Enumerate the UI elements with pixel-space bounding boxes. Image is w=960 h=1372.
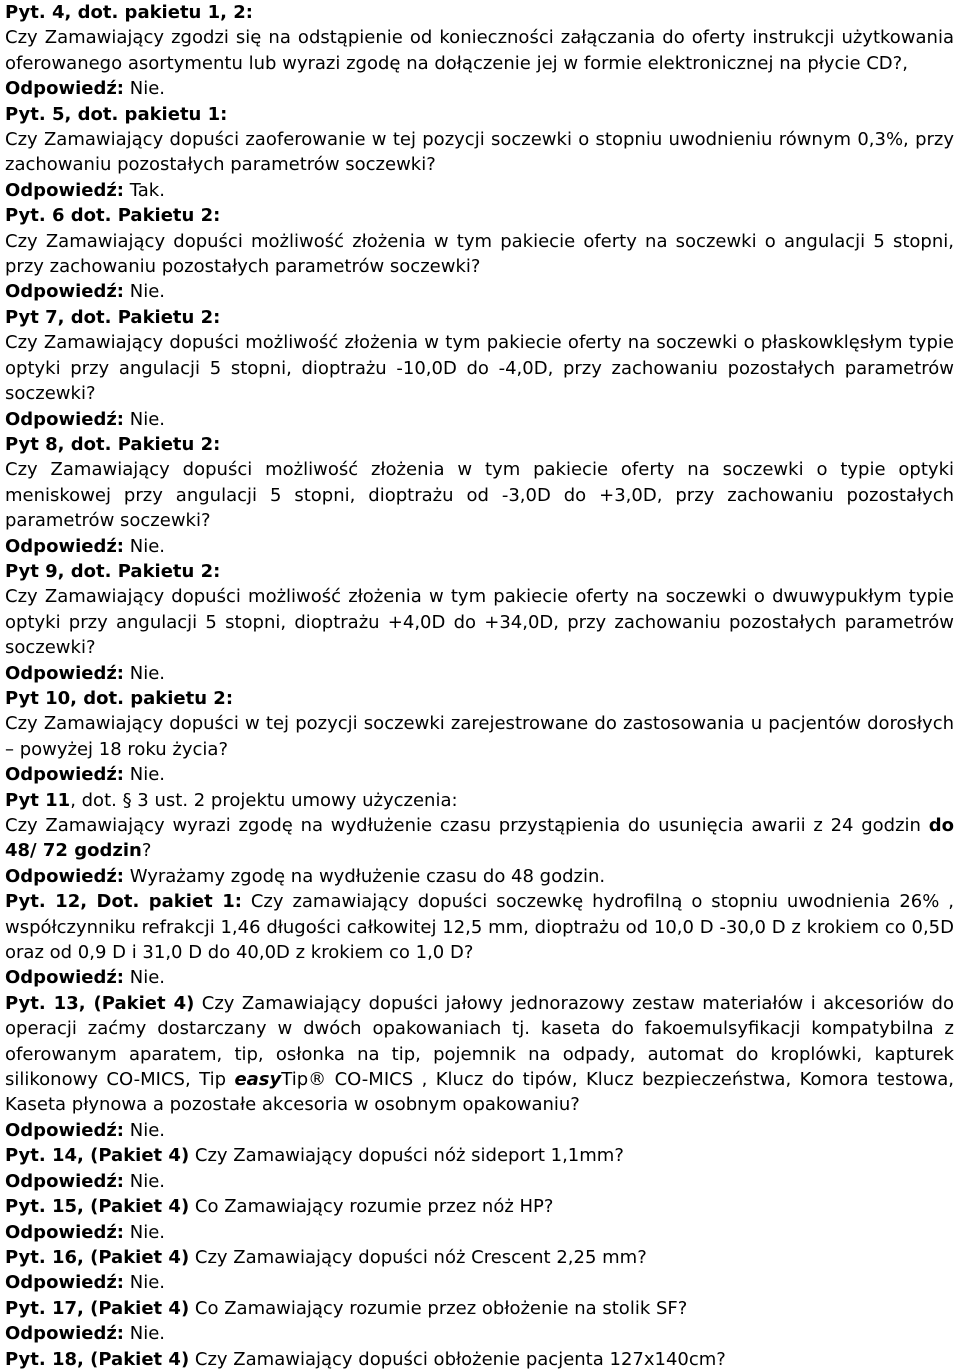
answer-line [5,534,954,559]
question-text [5,1245,954,1270]
question-body: Co Zamawiający rozumie przez obłożenie na stolik SF? [189,1297,688,1319]
question-body-end: Tip® CO-MICS , Klucz do tipów, Klucz bezpieczeństwa, Komora testowa, Kaseta płynowa a pozostałe akcesoria w osobnym opakowaniu? [5,1069,955,1116]
answer-text: Nie. [124,281,165,303]
answer-label: Odpowiedź: [5,865,125,887]
question-body: Czy Zamawiający dopuści nóż sideport 1,1mm? [189,1145,624,1167]
question-11 [5,788,954,890]
question-14 [5,1143,954,1194]
answer-text: Nie. [124,1221,165,1243]
answer-text: Nie. [124,535,165,557]
answer-line [5,407,954,432]
question-body: Czy Zamawiający dopuści jałowy jednorazowy zestaw materiałów i akcesoriów do operacji zaćmy dostarczany w dwóch opakowaniach tj. kaseta do fakoemulsyfikacji kompatybilna z oferowanym aparatem, tip, osłonka na tip, pojemnik na odpady, automat do kroplówki, kapturek silikonowy CO-MICS, Tip [5,992,954,1091]
answer-label: Odpowiedź: [5,1272,125,1294]
answer-line [5,1169,954,1194]
question-text: Czy Zamawiający dopuści możliwość złożenia w tym pakiecie oferty na soczewki o dwuwypukłym typie optyki przy angulacji 5 stopni, dioptrażu +4,0D do +34,0D, przy zachowaniu pozostałych parametrów soczewki? [5,586,954,659]
question-17 [5,1296,954,1347]
answer-line [5,762,954,787]
question-body: Czy Zamawiający dopuści obłożenie pacjenta 127x140cm? [189,1348,726,1370]
question-text: Czy Zamawiający dopuści zaoferowanie w tej pozycji soczewki o stopniu uwodnieniu równym 0,3%, przy zachowaniu pozostałych parametrów soczewki? [5,129,954,176]
question-heading [5,788,954,813]
answer-line [5,864,954,889]
answer-line [5,1321,954,1346]
question-heading: Pyt 9, dot. Pakietu 2: [5,560,221,582]
question-text-part: Czy Zamawiający wyrazi zgodę na wydłużenie czasu przystąpienia do usunięcia awarii z 24 godzin [5,815,929,836]
question-heading: Pyt 10, dot. pakietu 2: [5,687,234,709]
question-heading: Pyt. 4, dot. pakietu 1, 2: [5,2,253,23]
question-5 [5,102,954,204]
answer-label: Odpowiedź: [5,535,125,557]
answer-line [5,965,954,990]
answer-label: Odpowiedź: [5,78,125,100]
question-heading: Pyt. 5, dot. pakietu 1: [5,103,228,125]
answer-label: Odpowiedź: [5,1323,125,1345]
question-13 [5,991,954,1143]
question-8 [5,432,954,559]
answer-label: Odpowiedź: [5,281,125,303]
question-text-end: ? [141,840,152,862]
answer-text: Nie. [124,1119,165,1141]
answer-line [5,661,954,686]
question-10 [5,686,954,788]
question-7 [5,305,954,432]
question-heading: Pyt. 6 dot. Pakietu 2: [5,205,221,227]
answer-line [5,1220,954,1245]
question-text [5,1296,954,1321]
question-heading: Pyt 8, dot. Pakietu 2: [5,433,221,455]
question-18 [5,1347,954,1372]
question-12 [5,889,954,991]
answer-line [5,178,954,203]
answer-text: Nie. [124,1170,165,1192]
answer-line [5,76,954,101]
answer-text: Nie. [124,662,165,684]
answer-label: Odpowiedź: [5,1221,125,1243]
answer-line [5,1270,954,1295]
question-4 [5,0,954,102]
answer-label: Odpowiedź: [5,179,125,201]
question-body: Czy zamawiający dopuści soczewkę hydrofilną o stopniu uwodnienia 26% , współczynniku refrakcji 1,46 długości całkowitej 12,5 mm, dioptrażu od 10,0 D -30,0 D z krokiem co 0,5D oraz od 0,9 D i 31,0 D do 40,0D z krokiem co 1,0 D? [5,891,954,964]
heading-dot: , dot. [70,789,123,811]
answer-text: Nie. [124,764,165,786]
question-heading: Pyt. 14, (Pakiet 4) [5,1145,190,1167]
question-text: Czy Zamawiający dopuści w tej pozycji soczewki zarejestrowane do zastosowania u pacjentów dorosłych – powyżej 18 roku życia? [5,713,954,760]
answer-label: Odpowiedź: [5,408,125,430]
question-body: Czy Zamawiający dopuści nóż Crescent 2,25 mm? [189,1246,647,1268]
answer-text: Nie. [124,967,165,989]
heading-number: Pyt 11 [5,789,71,811]
question-text [5,1347,954,1372]
question-text [5,813,954,864]
answer-text: Nie. [124,1323,165,1345]
question-heading: Pyt. 16, (Pakiet 4) [5,1246,190,1268]
question-16 [5,1245,954,1296]
question-heading: Pyt. 12, Dot. pakiet 1: [5,891,242,913]
question-heading: Pyt. 17, (Pakiet 4) [5,1297,190,1319]
answer-line [5,279,954,304]
question-heading: Pyt. 18, (Pakiet 4) [5,1348,190,1370]
question-6 [5,203,954,305]
question-heading: Pyt. 15, (Pakiet 4) [5,1196,190,1218]
answer-label: Odpowiedź: [5,764,125,786]
question-15 [5,1194,954,1245]
question-heading: Pyt 7, dot. Pakietu 2: [5,306,221,328]
heading-section: § 3 ust. 2 projektu umowy użyczenia: [122,789,458,811]
question-text: Czy Zamawiający dopuści możliwość złożenia w tym pakiecie oferty na soczewki o angulacji 5 stopni, przy zachowaniu pozostałych parametrów soczewki? [5,230,954,278]
answer-label: Odpowiedź: [5,662,125,684]
question-text: Czy Zamawiający dopuści możliwość złożenia w tym pakiecie oferty na soczewki o płaskowklęsłym typie optyki przy angulacji 5 stopni, dioptrażu -10,0D do -4,0D, przy zachowaniu pozostałych parametrów soczewki? [5,332,954,405]
answer-label: Odpowiedź: [5,967,125,989]
question-text-bold: do 48/ 72 godzin [5,815,954,862]
question-body: Co Zamawiający rozumie przez nóż HP? [189,1196,554,1218]
question-text [5,889,954,965]
question-text: Czy Zamawiający dopuści możliwość złożenia w tym pakiecie oferty na soczewki o typie optyki meniskowej przy angulacji 5 stopni, dioptrażu od -3,0D do +3,0D, przy zachowaniu pozostałych parametrów soczewki? [5,459,954,532]
answer-label: Odpowiedź: [5,1119,125,1141]
answer-text: Tak. [124,179,165,201]
question-9 [5,559,954,686]
question-body-italic: easy [234,1069,282,1091]
answer-text: Nie. [124,1272,165,1294]
question-heading: Pyt. 13, (Pakiet 4) [5,992,195,1014]
answer-label: Odpowiedź: [5,1170,125,1192]
answer-line [5,1118,954,1143]
answer-text: Nie. [124,78,165,100]
question-text [5,991,954,1118]
question-text: Czy Zamawiający zgodzi się na odstąpienie od konieczności załączania do oferty instrukcji użytkowania oferowanego asortymentu lub wyrazi zgodę na dołączenie jej w formie elektronicznej na płycie CD?, [5,27,954,74]
answer-text: Wyrażamy zgodę na wydłużenie czasu do 48 godzin. [124,865,606,887]
answer-text: Nie. [124,408,165,430]
question-text [5,1194,954,1219]
question-text [5,1143,954,1168]
